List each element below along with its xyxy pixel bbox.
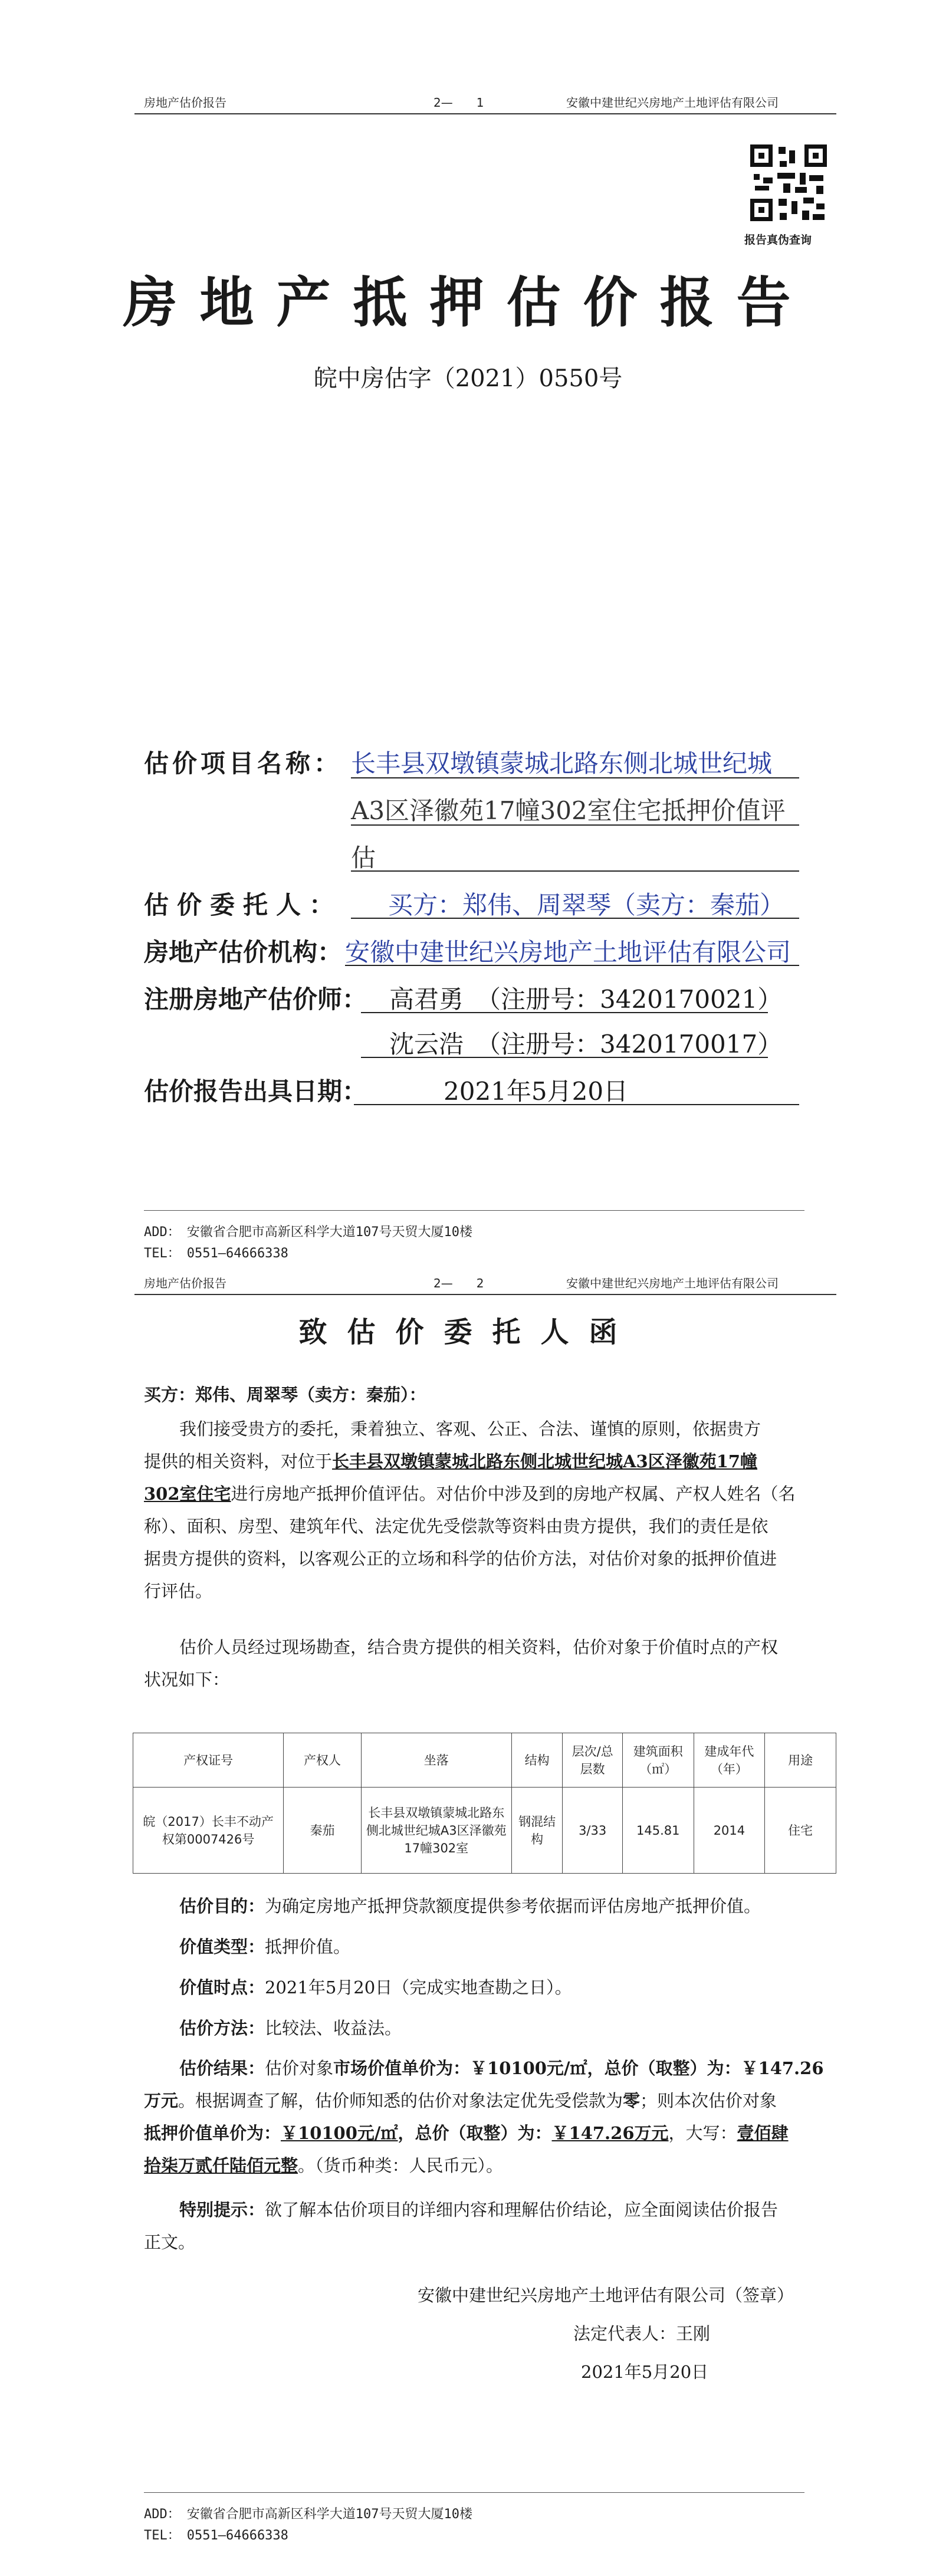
underline — [351, 777, 799, 778]
qr-code[interactable] — [750, 144, 827, 221]
table-row — [133, 1788, 836, 1874]
table-header: 层次/总层数 — [563, 1733, 622, 1788]
underline — [351, 918, 799, 919]
footer-rule — [144, 2492, 804, 2493]
header-page-number: 2— 2 — [433, 1276, 484, 1290]
header-rule — [134, 1294, 836, 1295]
note-line: 特别提示：欲了解本估价项目的详细内容和理解估价结论，应全面阅读估价报告 — [179, 2200, 779, 2220]
underline — [361, 1057, 768, 1058]
project-label: 估价项目名称： — [144, 749, 343, 778]
letter-title: 致估价委托人函 — [298, 1316, 638, 1349]
client-value: 买方：郑伟、周翠琴（卖方：秦茄） — [388, 891, 785, 919]
table-header: 坐落 — [361, 1733, 511, 1788]
footer-phone: TEL： 0551—64666338 — [144, 1246, 288, 1261]
paragraph-line: 称）、面积、房型、建筑年代、法定优先受偿款等资料由贵方提供，我们的责任是依 — [144, 1516, 768, 1536]
footer-rule — [144, 1210, 804, 1211]
property-table — [133, 1733, 836, 1874]
signature-date: 2021年5月20日 — [581, 2362, 709, 2382]
table-header: 用途 — [765, 1733, 836, 1788]
signature-representative: 法定代表人：王刚 — [573, 2324, 711, 2344]
paragraph-line: 估价人员经过现场勘查，结合贵方提供的相关资料，估价对象于价值时点的产权 — [179, 1637, 779, 1657]
table-header: 结构 — [511, 1733, 563, 1788]
footer-phone: TEL： 0551—64666338 — [144, 2528, 288, 2543]
result-line: 估价结果：估价对象市场价值单价为：￥10100元/㎡，总价（取整）为：￥147.26 — [179, 2058, 824, 2078]
agency-label: 房地产估价机构： — [144, 938, 343, 967]
appraiser-1: 高君勇 （注册号：3420170021） — [389, 985, 783, 1014]
underline — [351, 870, 799, 872]
table-cell: 钢混结构 — [511, 1788, 563, 1874]
table-cell: 长丰县双墩镇蒙城北路东侧北城世纪城A3区泽徽苑17幢302室 — [361, 1788, 511, 1874]
appraiser-2: 沈云浩 （注册号：3420170017） — [389, 1030, 783, 1059]
project-name-line2: A3区泽徽苑17幢302室住宅抵押价值评 — [351, 796, 786, 825]
purpose-line: 估价目的：为确定房地产抵押贷款额度提供参考依据而评估房地产抵押价值。 — [179, 1896, 761, 1916]
underline — [361, 1012, 768, 1013]
result-line: 拾柒万贰仟陆佰元整。（货币种类：人民币元）。 — [144, 2156, 504, 2176]
header-left: 房地产估价报告 — [144, 1276, 226, 1290]
table-header: 产权人 — [284, 1733, 361, 1788]
report-number: 皖中房估字（2021）0550号 — [313, 365, 623, 392]
header-right: 安徽中建世纪兴房地产土地评估有限公司 — [566, 96, 779, 110]
table-cell: 秦茄 — [284, 1788, 361, 1874]
table-header: 产权证号 — [133, 1733, 284, 1788]
paragraph-line: 我们接受贵方的委托，秉着独立、客观、公正、合法、谨慎的原则，依据贵方 — [179, 1419, 761, 1439]
result-line: 抵押价值单价为：￥10100元/㎡，总价（取整）为：￥147.26万元，大写：壹佰肆 — [144, 2123, 789, 2143]
paragraph-line: 行评估。 — [144, 1581, 213, 1601]
project-name-line3: 估 — [351, 843, 376, 872]
header-right: 安徽中建世纪兴房地产土地评估有限公司 — [566, 1276, 779, 1290]
agency-value: 安徽中建世纪兴房地产土地评估有限公司 — [345, 938, 792, 967]
issue-date-label: 估价报告出具日期： — [144, 1077, 367, 1106]
table-header: 建筑面积（㎡） — [622, 1733, 694, 1788]
client-label: 估价委托人： — [144, 891, 343, 919]
footer-address: ADD： 安徽省合肥市高新区科学大道107号天贸大厦10楼 — [144, 2507, 472, 2522]
note-line: 正文。 — [144, 2232, 196, 2252]
table-cell: 3/33 — [563, 1788, 622, 1874]
method-line: 估价方法：比较法、收益法。 — [179, 2018, 402, 2038]
issue-date-value: 2021年5月20日 — [444, 1077, 629, 1106]
project-name-line1: 长丰县双墩镇蒙城北路东侧北城世纪城 — [351, 749, 773, 778]
salutation: 买方：郑伟、周翠琴（卖方：秦茄）： — [144, 1385, 426, 1405]
header-rule — [134, 113, 836, 114]
table-cell: 住宅 — [765, 1788, 836, 1874]
appraiser-label: 注册房地产估价师： — [144, 985, 367, 1014]
footer-address: ADD： 安徽省合肥市高新区科学大道107号天贸大厦10楼 — [144, 1225, 472, 1240]
underline — [345, 965, 799, 966]
header-left: 房地产估价报告 — [144, 96, 226, 110]
signature-company: 安徽中建世纪兴房地产土地评估有限公司（签章） — [418, 2285, 794, 2305]
paragraph-line: 状况如下： — [144, 1670, 230, 1690]
result-line: 万元。根据调查了解，估价师知悉的估价对象法定优先受偿款为零；则本次估价对象 — [144, 2091, 777, 2111]
table-cell: 145.81 — [622, 1788, 694, 1874]
value-type-line: 价值类型：抵押价值。 — [179, 1937, 351, 1957]
paragraph-line: 提供的相关资料，对位于长丰县双墩镇蒙城北路东侧北城世纪城A3区泽徽苑17幢 — [144, 1451, 758, 1471]
header-page-number: 2— 1 — [433, 96, 484, 110]
underline — [354, 1104, 799, 1105]
table-header: 建成年代（年） — [694, 1733, 765, 1788]
paragraph-line: 据贵方提供的资料，以客观公正的立场和科学的估价方法，对估价对象的抵押价值进 — [144, 1549, 777, 1569]
underline — [351, 824, 799, 826]
table-cell: 皖（2017）长丰不动产权第0007426号 — [133, 1788, 284, 1874]
qr-caption: 报告真伪查询 — [744, 234, 812, 247]
table-cell: 2014 — [694, 1788, 765, 1874]
report-title: 房地产抵押估价报告 — [123, 271, 813, 334]
value-point-line: 价值时点：2021年5月20日（完成实地查勘之日）。 — [179, 1977, 572, 1997]
paragraph-line: 302室住宅进行房地产抵押价值评估。对估价中涉及到的房地产权属、产权人姓名（名 — [144, 1484, 796, 1504]
